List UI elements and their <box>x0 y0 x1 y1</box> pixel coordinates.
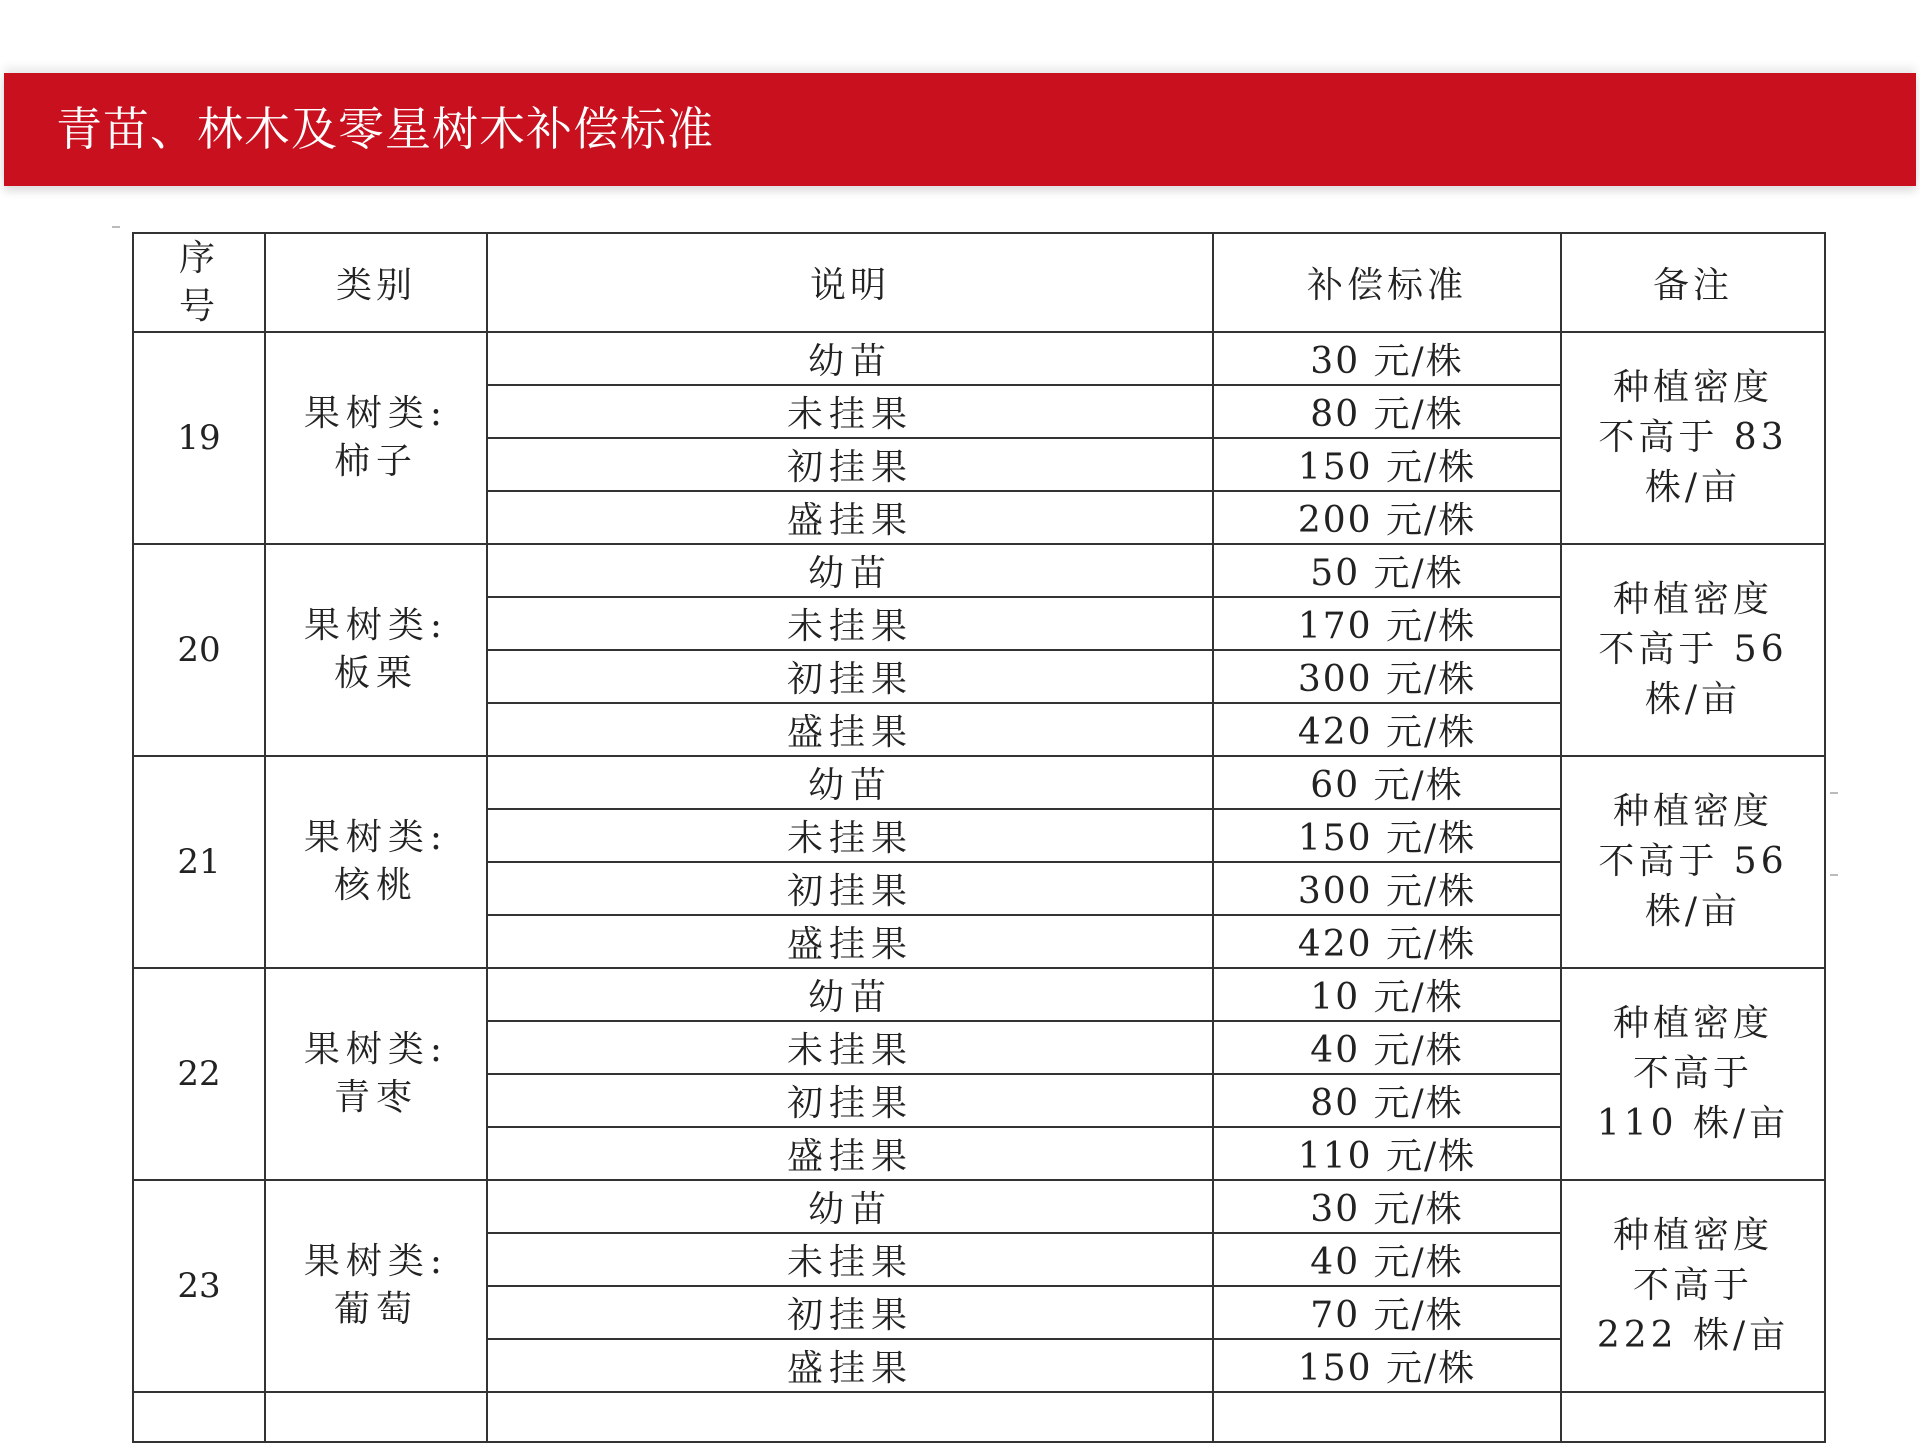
description-cell: 幼苗 <box>487 968 1213 1021</box>
table-row <box>133 968 1825 1021</box>
description-cell: 未挂果 <box>487 597 1213 650</box>
standard-cell: 110 元/株 <box>1213 1127 1561 1180</box>
title-banner <box>4 73 1916 186</box>
description-cell: 盛挂果 <box>487 703 1213 756</box>
category-cell: 果树类: 核桃 <box>265 756 487 968</box>
edge-mark <box>1830 792 1838 794</box>
corner-mark <box>112 226 120 228</box>
description-cell: 盛挂果 <box>487 491 1213 544</box>
table-row <box>133 1180 1825 1233</box>
page-title: 青苗、林木及零星树木补偿标准 <box>56 102 714 156</box>
header-note: 备注 <box>1561 233 1825 332</box>
description-cell: 初挂果 <box>487 1286 1213 1339</box>
standard-cell: 150 元/株 <box>1213 1339 1561 1392</box>
note-cell: 种植密度 不高于 56 株/亩 <box>1561 544 1825 756</box>
standard-cell: 420 元/株 <box>1213 703 1561 756</box>
category-cell: 果树类: 柿子 <box>265 332 487 544</box>
table-row <box>133 756 1825 809</box>
seq-cell: 22 <box>133 968 265 1180</box>
description-cell: 幼苗 <box>487 544 1213 597</box>
standard-cell: 200 元/株 <box>1213 491 1561 544</box>
description-cell: 未挂果 <box>487 1233 1213 1286</box>
standard-cell: 10 元/株 <box>1213 968 1561 1021</box>
description-cell: 初挂果 <box>487 1074 1213 1127</box>
description-cell: 幼苗 <box>487 756 1213 809</box>
description-cell: 未挂果 <box>487 809 1213 862</box>
empty-cell <box>265 1392 487 1442</box>
empty-cell <box>1213 1392 1561 1442</box>
description-cell: 初挂果 <box>487 438 1213 491</box>
note-cell: 种植密度 不高于 56 株/亩 <box>1561 756 1825 968</box>
table-header-row <box>133 233 1825 332</box>
description-cell: 盛挂果 <box>487 915 1213 968</box>
description-cell: 幼苗 <box>487 1180 1213 1233</box>
seq-cell: 23 <box>133 1180 265 1392</box>
standard-cell: 170 元/株 <box>1213 597 1561 650</box>
description-cell: 未挂果 <box>487 1021 1213 1074</box>
compensation-table <box>132 232 1826 1443</box>
header-category: 类别 <box>265 233 487 332</box>
standard-cell: 80 元/株 <box>1213 385 1561 438</box>
standard-cell: 80 元/株 <box>1213 1074 1561 1127</box>
standard-cell: 30 元/株 <box>1213 1180 1561 1233</box>
seq-cell: 19 <box>133 332 265 544</box>
standard-cell: 30 元/株 <box>1213 332 1561 385</box>
standard-cell: 40 元/株 <box>1213 1021 1561 1074</box>
edge-mark <box>1830 874 1838 876</box>
standard-cell: 300 元/株 <box>1213 862 1561 915</box>
header-seq: 序 号 <box>133 233 265 332</box>
standard-cell: 420 元/株 <box>1213 915 1561 968</box>
standard-cell: 40 元/株 <box>1213 1233 1561 1286</box>
standard-cell: 300 元/株 <box>1213 650 1561 703</box>
description-cell: 盛挂果 <box>487 1127 1213 1180</box>
seq-cell: 21 <box>133 756 265 968</box>
standard-cell: 150 元/株 <box>1213 438 1561 491</box>
table-row <box>133 332 1825 385</box>
table-row <box>133 544 1825 597</box>
standard-cell: 60 元/株 <box>1213 756 1561 809</box>
standard-cell: 70 元/株 <box>1213 1286 1561 1339</box>
description-cell: 未挂果 <box>487 385 1213 438</box>
empty-cell <box>487 1392 1213 1442</box>
description-cell: 盛挂果 <box>487 1339 1213 1392</box>
table-row-continuation <box>133 1392 1825 1442</box>
empty-cell <box>133 1392 265 1442</box>
category-cell: 果树类: 板栗 <box>265 544 487 756</box>
standard-cell: 150 元/株 <box>1213 809 1561 862</box>
note-cell: 种植密度 不高于 222 株/亩 <box>1561 1180 1825 1392</box>
header-description: 说明 <box>487 233 1213 332</box>
description-cell: 初挂果 <box>487 862 1213 915</box>
seq-cell: 20 <box>133 544 265 756</box>
standard-cell: 50 元/株 <box>1213 544 1561 597</box>
category-cell: 果树类: 葡萄 <box>265 1180 487 1392</box>
category-cell: 果树类: 青枣 <box>265 968 487 1180</box>
description-cell: 初挂果 <box>487 650 1213 703</box>
note-cell: 种植密度 不高于 110 株/亩 <box>1561 968 1825 1180</box>
empty-cell <box>1561 1392 1825 1442</box>
description-cell: 幼苗 <box>487 332 1213 385</box>
header-standard: 补偿标准 <box>1213 233 1561 332</box>
note-cell: 种植密度 不高于 83 株/亩 <box>1561 332 1825 544</box>
compensation-table-container <box>132 232 1824 1389</box>
